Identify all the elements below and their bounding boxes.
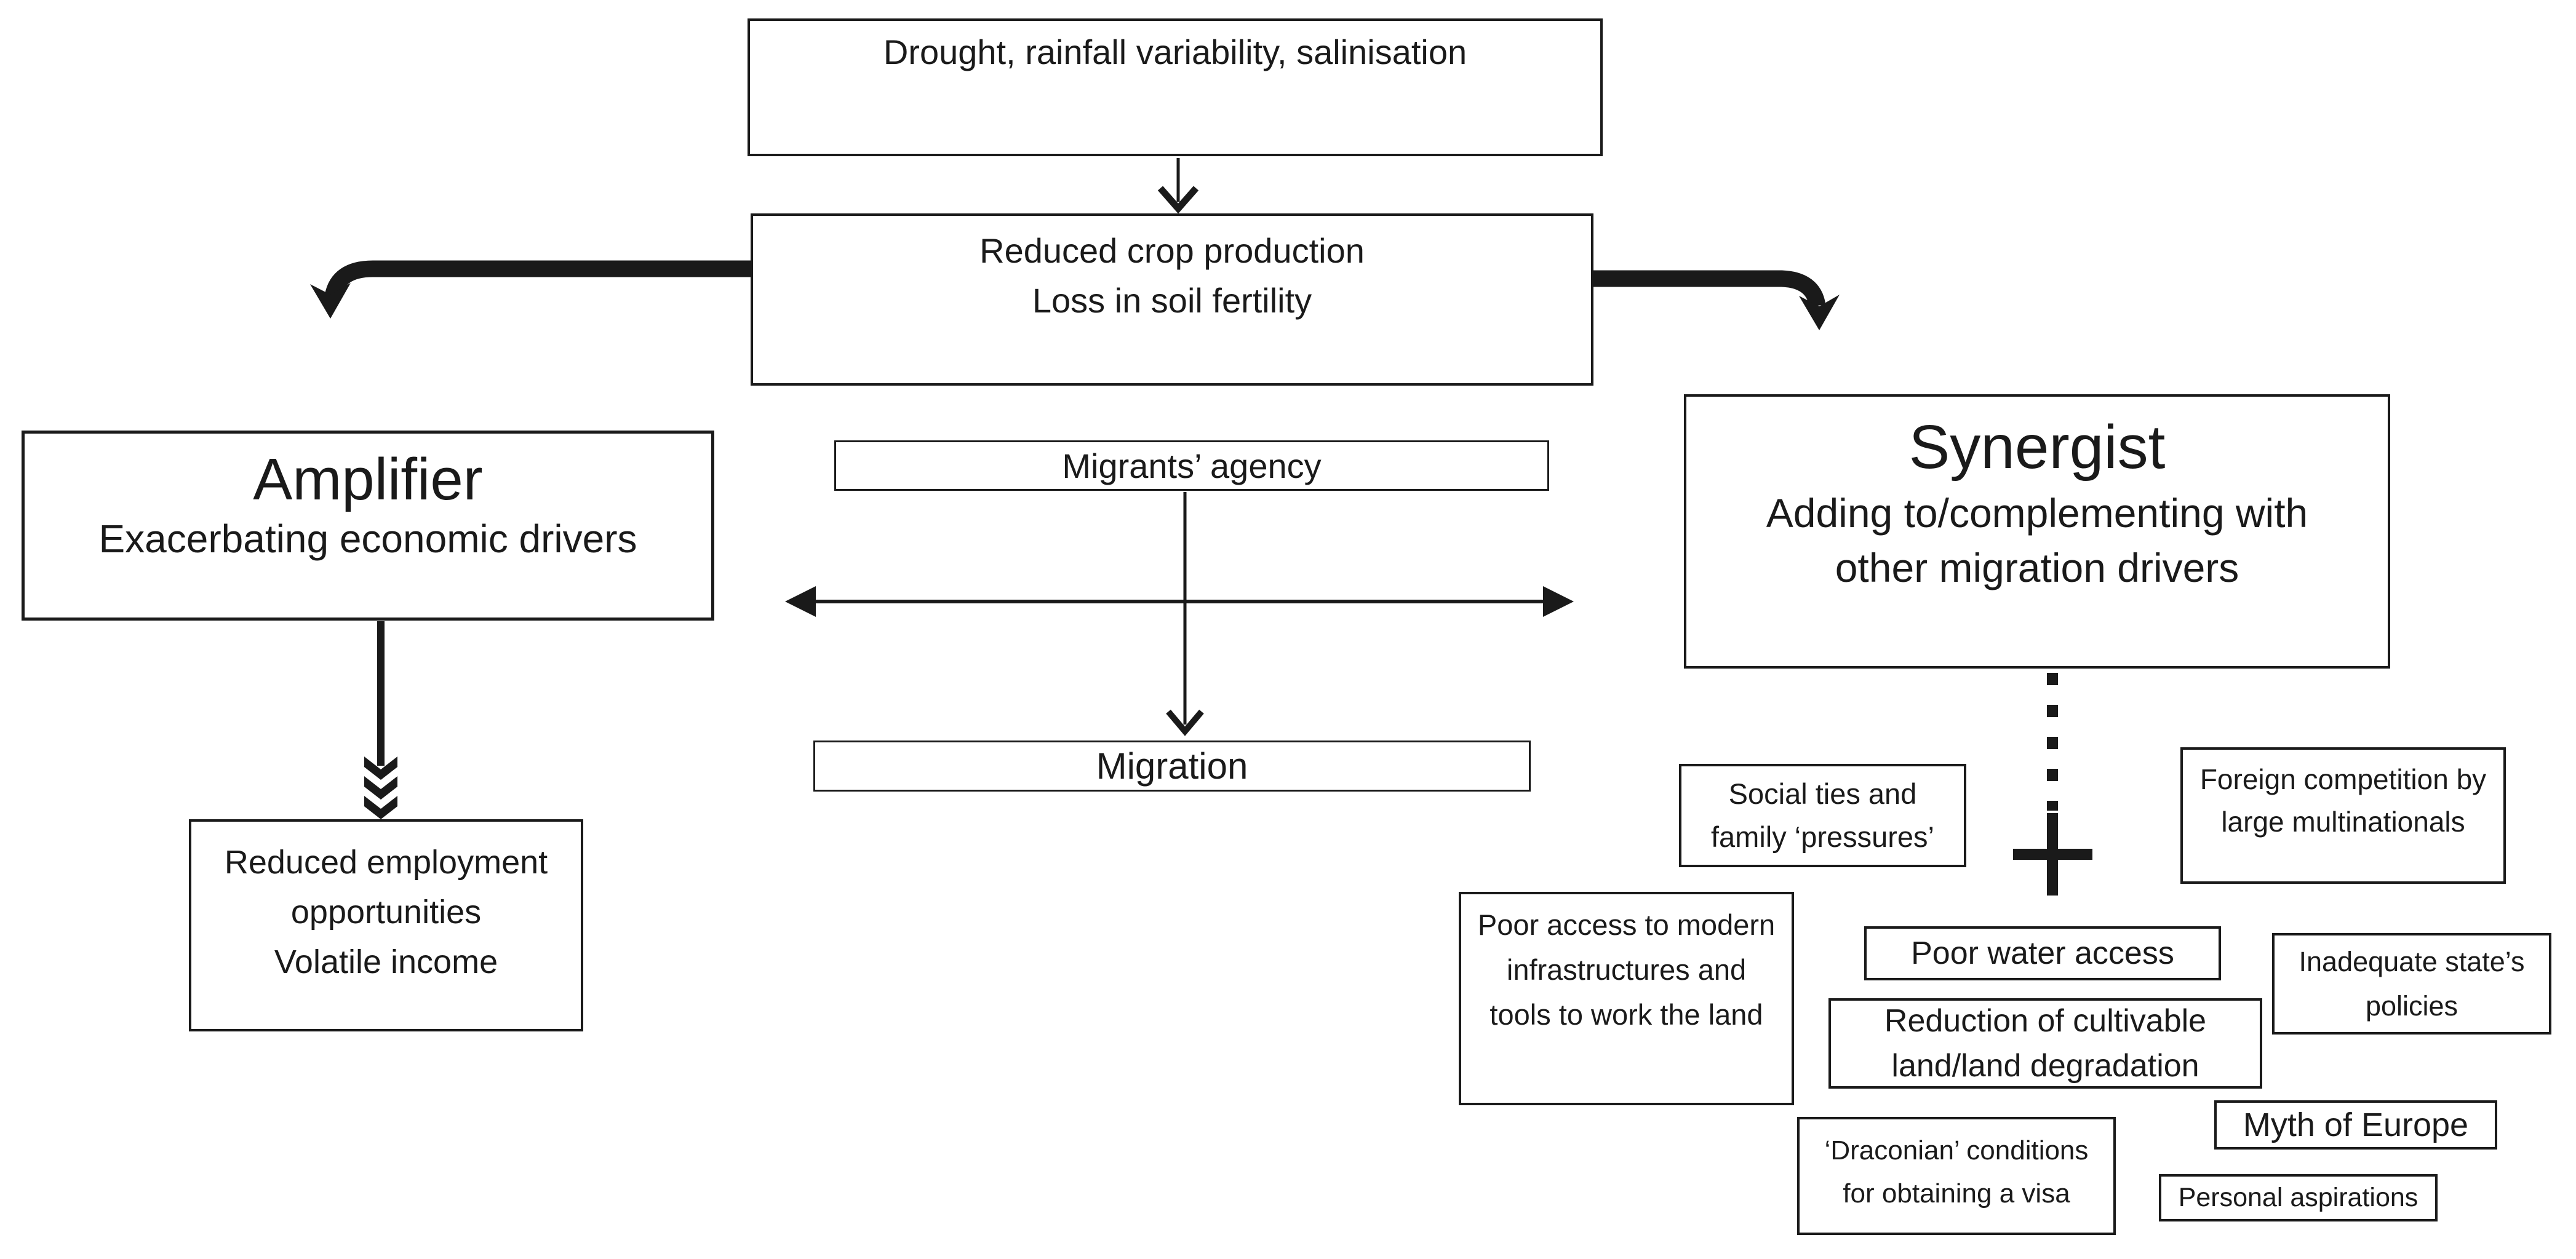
synergist-subtitle-line1: Adding to/complementing with xyxy=(1766,490,2308,536)
migrants-agency-text: Migrants’ agency xyxy=(1062,446,1322,485)
draconian-line1: ‘Draconian’ conditions xyxy=(1824,1135,2089,1166)
inadequate-state-box xyxy=(2272,933,2551,1035)
personal-aspirations-box xyxy=(2159,1174,2438,1221)
synergist-box xyxy=(1684,394,2390,669)
poor-water-text: Poor water access xyxy=(1911,935,2174,971)
social-ties-box xyxy=(1679,764,1966,867)
reduced-employment-line2: opportunities xyxy=(290,894,482,931)
draconian-box xyxy=(1797,1117,2116,1235)
synergist-subtitle-line2: other migration drivers xyxy=(1835,545,2239,591)
migration-box xyxy=(813,741,1531,792)
reduced-employment-line1: Reduced employment xyxy=(224,844,548,881)
reduced-crop-line1: Reduced crop production xyxy=(979,231,1365,270)
reduced-crop-box xyxy=(751,213,1593,386)
myth-of-europe-box xyxy=(2214,1100,2497,1150)
inadequate-state-line1: Inadequate state’s xyxy=(2299,945,2525,977)
social-ties-line2: family ‘pressures’ xyxy=(1710,820,1935,853)
double-headed-arrow xyxy=(785,586,1574,617)
reduction-cultivable-line2: land/land degradation xyxy=(1891,1047,2199,1084)
inadequate-state-line2: policies xyxy=(2365,990,2458,1022)
down-arrow-drought-to-crop xyxy=(1160,158,1196,209)
foreign-competition-line1: Foreign competition by xyxy=(2199,763,2487,795)
chevron-arrow-amplifier-down xyxy=(364,621,397,819)
personal-aspirations-text: Personal aspirations xyxy=(2178,1183,2418,1212)
migrants-agency-box xyxy=(834,440,1549,491)
amplifier-box xyxy=(22,431,714,621)
foreign-competition-box xyxy=(2180,747,2506,884)
poor-access-box xyxy=(1459,892,1794,1105)
reduction-cultivable-box xyxy=(1828,998,2262,1089)
reduced-employment-box xyxy=(189,819,583,1031)
migration-text: Migration xyxy=(1096,745,1248,787)
draconian-line2: for obtaining a visa xyxy=(1843,1178,2070,1209)
poor-access-line2: infrastructures and xyxy=(1506,953,1747,986)
synergist-title: Synergist xyxy=(1908,413,2166,482)
thick-arrow-left xyxy=(310,269,752,319)
social-ties-line1: Social ties and xyxy=(1728,777,1917,810)
myth-of-europe-text: Myth of Europe xyxy=(2243,1106,2469,1143)
reduction-cultivable-line1: Reduction of cultivable xyxy=(1884,1003,2207,1039)
poor-access-line3: tools to work the land xyxy=(1489,998,1763,1031)
amplifier-subtitle: Exacerbating economic drivers xyxy=(98,517,637,562)
down-arrow-agency-to-migration xyxy=(1168,492,1202,731)
reduced-employment-line3: Volatile income xyxy=(274,943,498,980)
amplifier-title: Amplifier xyxy=(253,447,483,512)
poor-access-line1: Poor access to modern xyxy=(1477,908,1776,941)
thick-arrow-right xyxy=(1592,279,1840,330)
drought-text: Drought, rainfall variability, salinisation xyxy=(883,33,1467,71)
reduced-crop-line2: Loss in soil fertility xyxy=(1032,281,1312,320)
drought-box xyxy=(748,18,1603,156)
plus-icon xyxy=(2013,813,2092,896)
foreign-competition-line2: large multinationals xyxy=(2221,806,2465,838)
poor-water-box xyxy=(1864,926,2221,980)
